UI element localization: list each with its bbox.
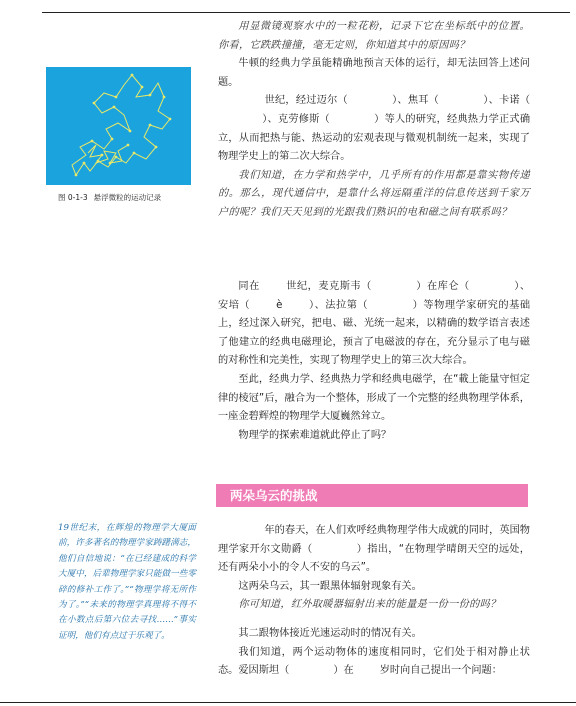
section-heading-two-clouds: 两朵乌云的挑战	[216, 484, 528, 507]
paragraph-pollen-question: 用显微镜观察水中的一粒花粉，记录下它在坐标纸中的位置。你看，它跌跌撞撞，毫无定则，你知道其中的原因吗？	[218, 21, 530, 51]
top-rule	[42, 12, 570, 13]
paragraph-cloud-one: 这两朵乌云，其一跟黑体辐射现象有关。	[238, 580, 422, 592]
section-3	[218, 522, 530, 681]
particle-trajectory-graphic	[46, 67, 191, 185]
paragraph-newton: 牛顿的经典力学虽能精确地预言天体的运行，却无法回答上述问题。	[218, 58, 530, 88]
paragraph-infrared-question: 你可知道，红外取暖器辐射出来的能量是一份一份的吗？	[238, 599, 501, 611]
figure-label: 图 0-1-3	[58, 193, 88, 202]
paragraph-communication-question: 我们知道，在力学和热学中，几乎所有的作用都是靠实物传递的。那么，现代通信中，是靠什么将远隔重洋的信息传送到千家万户的呢？我们天天见到的光跟我们熟识的电和磁之间有联系吗？	[218, 169, 530, 218]
paragraph-cloud-two: 其二跟物体接近光速运动时的情况有关。	[238, 627, 422, 639]
bottom-rule	[0, 702, 576, 703]
figure-caption-text: 悬浮微粒的运动记录	[93, 193, 162, 202]
paragraph-kelvin: 年的春天，在人们欢呼经典物理学伟大成就的同时，英国物理学家开尔文勋爵（ ）指出，“在物理学晴朗天空的远处，还有两朵小小的令人不安的乌云”。	[218, 525, 530, 574]
paragraph-thermodynamics: 世纪，经过迈尔（ ）、焦耳（ ）、卡诺（）、克劳修斯（ ）等人的研究，经典热力学正式确立，从而把热与能、热运动的宏观表现与微观机制统一起来，实现了物理学史上的第二次大综合。	[218, 95, 531, 163]
figure-caption	[58, 192, 228, 203]
paragraph-question-stop: 物理学的探索难道就此停止了吗？	[238, 429, 392, 441]
paragraph-classical-physics: 至此，经典力学、经典热力学和经典电磁学，在“載上能量守恒定律的棱冠”后，融合为一个整体，形成了一个完整的经典物理学体系，一座金碧辉煌的物理学大厦巍然耸立。	[218, 373, 530, 423]
brownian-motion-figure	[46, 67, 191, 185]
section-2	[218, 278, 530, 445]
sidebar-note: 19世纪末，在辉煌的物理学大厦面前，许多著名的物理学家踌躇满志，他们自信地说：“在已经建成的科学大厦中，后辈物理学家只能做一些零碎的修补工作了。”“物理学将无所作为了。”“未来的物理学真理将不得不在小数点后第六位去寻找……”事实证明，他们有点过于乐观了。	[58, 523, 196, 641]
paragraph-electromagnetism: 同在 世纪，麦克斯韦（ ）在库仑（ ）、安培（ è ）、法拉第（ ）等物理学家研究的基础上，经过深入研究，把电、磁、光统一起来，以精确的数学语言表述了他建立的经典电磁理论，预言了电磁波的存在，充分显示了电与磁的对称性和完美性，实现了物理学史上的第三次大综合。	[218, 281, 531, 367]
paragraph-einstein: 我们知道，两个运动物体的速度相同时，它们处于相对静止状态。爱因斯坦（ ）在 岁时向自己提出一个问题：	[218, 646, 530, 677]
section-1	[218, 18, 530, 223]
